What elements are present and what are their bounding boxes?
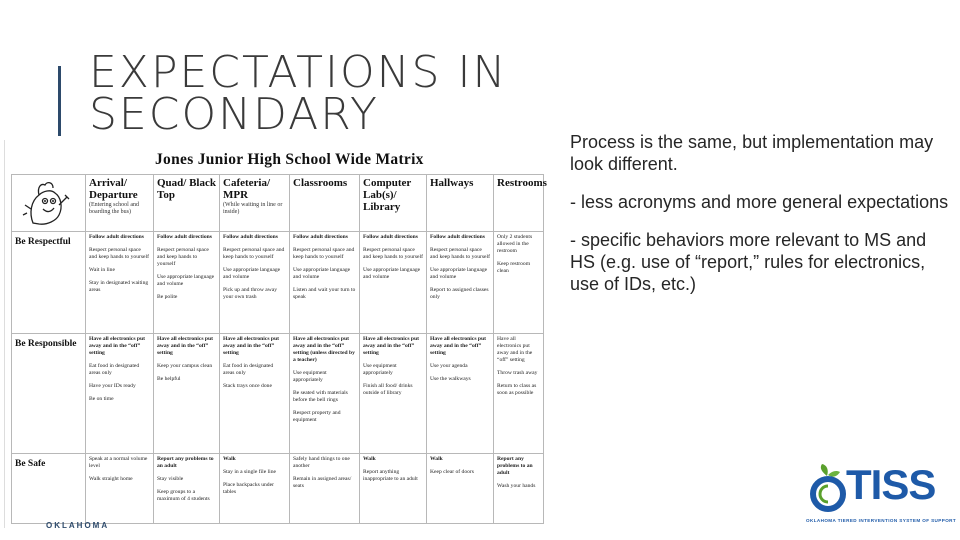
matrix-cell-item: Respect personal space and keep hands to yourself: [223, 247, 285, 260]
matrix-cell: [220, 334, 290, 454]
matrix-cell-item: Stay in designated waiting areas: [89, 280, 149, 293]
matrix-cell: [360, 232, 427, 334]
matrix-cell-item: Have all electronics put away and in the “off” setting: [223, 336, 279, 356]
matrix-column-header: [86, 175, 154, 232]
matrix-cell-item: Throw trash away: [497, 370, 538, 376]
matrix-cell: [427, 454, 494, 524]
matrix-cell: [494, 232, 544, 334]
matrix-cell-item: Respect personal space and keep hands to yourself: [363, 247, 423, 260]
matrix-cell-item: Use appropriate language and volume: [157, 274, 215, 287]
matrix-cell-item: Have all electronics put away and in the “off” setting: [430, 336, 486, 356]
matrix-cell-item: Use appropriate language and volume: [363, 267, 421, 280]
matrix-column-header: [427, 175, 494, 232]
logo-wordmark: TISS: [846, 461, 936, 508]
matrix-cell-item: Follow adult directions: [363, 234, 418, 240]
logo-tagline: OKLAHOMA TIERED INTERVENTION SYSTEM OF SUPPORT: [806, 518, 957, 523]
matrix-cell-item: Use appropriate language and volume: [430, 267, 488, 280]
expectations-matrix: [11, 174, 547, 524]
matrix-column-label: Classrooms: [293, 177, 348, 189]
matrix-column-label: Quad/ Black Top: [157, 177, 216, 201]
matrix-cell-item: Respect personal space and keep hands to yourself: [89, 247, 149, 260]
mascot-cell: [12, 175, 86, 232]
matrix-row: [12, 232, 544, 334]
matrix-cell-item: Report any problems to an adult: [497, 456, 533, 476]
matrix-cell-item: Keep restroom clean: [497, 261, 531, 274]
matrix-cell-item: Be helpful: [157, 376, 181, 382]
matrix-cell-item: Have all electronics put away and in the “off” setting: [497, 336, 533, 363]
matrix-cell-item: Walk straight home: [89, 476, 133, 482]
matrix-cell-item: Place backpacks under tables: [223, 482, 274, 495]
matrix-cell: [220, 232, 290, 334]
matrix-row: [12, 334, 544, 454]
matrix-column-header: [494, 175, 547, 232]
matrix-cell-item: Finish all food/ drinks outside of library: [363, 383, 413, 396]
matrix-cell: [220, 454, 290, 524]
school-wide-matrix-image: [4, 140, 558, 528]
matrix-cell-item: Use equipment appropriately: [363, 363, 397, 376]
matrix-cell-item: Eat food in designated areas only: [223, 363, 274, 376]
matrix-column-label: Hallways: [430, 177, 474, 189]
matrix-cell-item: Pick up and throw away your own trash: [223, 287, 278, 300]
matrix-cell-item: Follow adult directions: [157, 234, 212, 240]
matrix-title: Jones Junior High School Wide Matrix: [155, 151, 424, 168]
matrix-cell-item: Respect personal space and keep hands to yourself: [157, 247, 209, 267]
matrix-column-label: Cafeteria/ MPR: [223, 177, 271, 201]
matrix-cell-item: Follow adult directions: [430, 234, 485, 240]
matrix-row: [12, 454, 544, 524]
matrix-cell: [154, 454, 220, 524]
body-paragraph-1: Process is the same, but implementation may look different.: [570, 132, 934, 174]
matrix-cell: [360, 334, 427, 454]
matrix-cell: [86, 232, 154, 334]
matrix-cell-item: Use your agenda: [430, 363, 468, 369]
matrix-cell-item: Follow adult directions: [223, 234, 278, 240]
matrix-cell-item: Use appropriate language and volume: [223, 267, 281, 280]
matrix-cell-item: Report anything inappropriate to an adult: [363, 469, 418, 482]
slide-title-line-1: EXPECTATIONS IN: [89, 52, 508, 98]
matrix-cell-item: Have your IDs ready: [89, 383, 136, 389]
matrix-column-label: Computer Lab(s)/ Library: [363, 177, 412, 213]
matrix-cell-item: Remain in assigned areas/ seats: [293, 476, 352, 489]
matrix-cell-item: Follow adult directions: [89, 234, 144, 240]
matrix-cell-item: Report any problems to an adult: [157, 456, 214, 469]
title-accent-bar: [58, 66, 61, 136]
matrix-cell-item: Speak at a normal volume level: [89, 456, 148, 469]
matrix-cell-item: Follow adult directions: [293, 234, 348, 240]
matrix-cell: [494, 334, 544, 454]
matrix-column-sublabel: (Entering school and boarding the bus): [89, 202, 139, 215]
matrix-cell: [86, 454, 154, 524]
matrix-column-header: [220, 175, 290, 232]
matrix-cell-item: Use appropriate language and volume: [293, 267, 351, 280]
matrix-row-label: Be Responsible: [12, 334, 86, 454]
matrix-row-label: Be Respectful: [12, 232, 86, 334]
matrix-cell-item: Respect personal space and keep hands to yourself: [430, 247, 490, 260]
matrix-cell-item: Only 2 students allowed in the restroom: [497, 234, 533, 254]
footer-state-label: OKLAHOMA: [46, 521, 110, 530]
matrix-cell-item: Have all electronics put away and in the “off” setting: [157, 336, 213, 356]
matrix-column-label: Arrival/ Departure: [89, 177, 138, 201]
matrix-cell-item: Be polite: [157, 294, 178, 300]
matrix-cell-item: Have all electronics put away and in the “off” setting: [363, 336, 419, 356]
matrix-column-label: Restrooms: [497, 177, 547, 189]
matrix-cell-item: Walk: [363, 456, 376, 462]
matrix-row-label: Be Safe: [12, 454, 86, 524]
matrix-header-row: [12, 175, 544, 232]
matrix-cell-item: Have all electronics put away and in the “off” setting (unless directed by a teacher): [293, 336, 355, 363]
matrix-cell-item: Keep groups to a maximum of 4 students: [157, 489, 210, 502]
matrix-cell-item: Have all electronics put away and in the “off” setting: [89, 336, 145, 356]
matrix-cell-item: Wash your hands: [497, 483, 536, 489]
school-mascot-icon: [15, 177, 77, 229]
matrix-column-header: [360, 175, 427, 232]
matrix-cell: [290, 334, 360, 454]
matrix-cell: [427, 334, 494, 454]
matrix-cell-item: Be on time: [89, 396, 114, 402]
matrix-cell-item: Keep clear of doors: [430, 469, 474, 475]
body-paragraph-3: - specific behaviors more relevant to MS and HS (e.g. use of “report,” rules for electronics, use of IDs, etc.): [570, 230, 927, 294]
matrix-cell-item: Be seated with materials before the bell rings: [293, 390, 348, 403]
matrix-cell: [290, 454, 360, 524]
matrix-cell-item: Stay in a single file line: [223, 469, 276, 475]
matrix-cell: [86, 334, 154, 454]
matrix-cell-item: Report to assigned classes only: [430, 287, 489, 300]
matrix-cell-item: Walk: [223, 456, 236, 462]
matrix-cell-item: Safely hand things to one another: [293, 456, 350, 469]
matrix-cell: [494, 454, 544, 524]
slide-title-line-2: SECONDARY: [89, 89, 379, 140]
otiss-logo: [806, 460, 956, 530]
body-paragraph-2: - less acronyms and more general expectations: [570, 192, 949, 212]
matrix-cell-item: Keep your campus clean: [157, 363, 213, 369]
slide-body-text: [570, 131, 950, 311]
matrix-cell: [427, 232, 494, 334]
slide-title: [89, 52, 569, 147]
matrix-cell-item: Return to class as soon as possible: [497, 383, 537, 396]
matrix-column-header: [154, 175, 220, 232]
matrix-cell-item: Stay visible: [157, 476, 184, 482]
matrix-column-sublabel: (While waiting in line or inside): [223, 202, 283, 215]
matrix-cell-item: Respect personal space and keep hands to yourself: [293, 247, 355, 260]
matrix-cell: [154, 334, 220, 454]
matrix-cell-item: Eat food in designated areas only: [89, 363, 140, 376]
matrix-cell: [154, 232, 220, 334]
matrix-cell-item: Use equipment appropriately: [293, 370, 327, 383]
matrix-column-header: [290, 175, 360, 232]
matrix-cell: [360, 454, 427, 524]
matrix-cell-item: Wait in line: [89, 267, 115, 273]
matrix-cell: [290, 232, 360, 334]
matrix-cell-item: Stack trays once done: [223, 383, 272, 389]
matrix-cell-item: Walk: [430, 456, 443, 462]
matrix-cell-item: Use the walkways: [430, 376, 471, 382]
matrix-cell-item: Respect property and equipment: [293, 410, 341, 423]
matrix-cell-item: Listen and wait your turn to speak: [293, 287, 356, 300]
